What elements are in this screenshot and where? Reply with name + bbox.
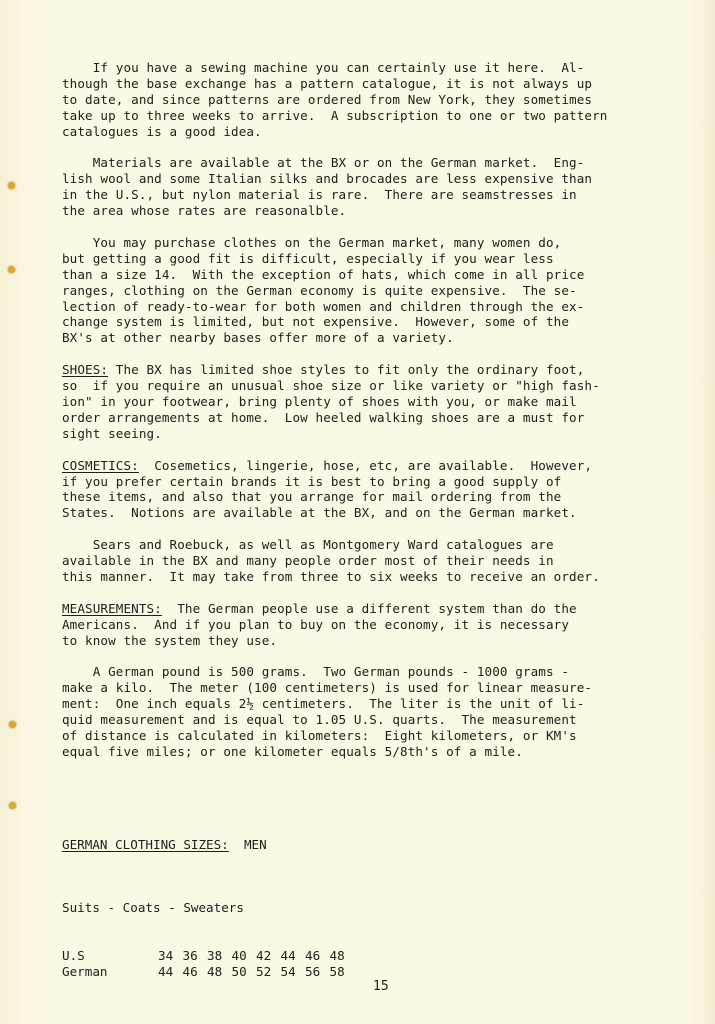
text-line: of distance is calculated in kilometers: Eight kilometers, or KM's (62, 727, 577, 743)
text-line: ranges, clothing on the German economy is quite expensive. The se- (62, 282, 577, 298)
page-number: 15 (373, 979, 389, 994)
size-value: 46 (305, 948, 321, 964)
text-line: ment: One inch equals 2½ centimeters. The liter is the unit of li- (62, 696, 585, 712)
text-line (62, 362, 680, 378)
text-line-content: Cosemetics, lingerie, hose, etc, are available. However, (138, 457, 593, 473)
binder-hole-mark (9, 802, 16, 809)
size-value: 48 (329, 948, 345, 964)
size-value: 34 (158, 948, 174, 964)
paragraph (62, 155, 680, 219)
binder-hole-mark (8, 266, 15, 273)
text-line: make a kilo. The meter (100 centimeters) is used for linear measure- (62, 680, 593, 696)
size-value: 56 (305, 964, 321, 980)
text-line: If you have a sewing machine you can certainly use it here. Al- (62, 60, 585, 75)
size-value: 42 (256, 948, 272, 964)
size-value: 58 (329, 964, 345, 980)
text-line: equal five miles; or one kilometer equals 5/8th's of a mile. (62, 743, 523, 759)
text-line: but getting a good fit is difficult, especially if you wear less (62, 250, 554, 266)
sizes-heading-suffix: MEN (228, 836, 267, 852)
section-heading: COSMETICS: (62, 457, 139, 473)
sizes-heading: GERMAN CLOTHING SIZES: (62, 836, 229, 852)
text-line: ion" in your footwear, bring plenty of shoes with you, or make mail (62, 393, 577, 409)
text-line: than a size 14. With the exception of hats, which come in all price (62, 266, 585, 282)
size-value: 44 (280, 948, 296, 964)
paragraph (62, 60, 680, 140)
sizes-heading-row (62, 837, 354, 853)
text-line: Americans. And if you plan to buy on the economy, it is necessary (62, 616, 570, 632)
text-line: these items, and also that you arrange for mail ordering from the (62, 489, 562, 505)
size-row (62, 948, 354, 964)
text-line: this manner. It may take from three to six weeks to receive an order. (62, 568, 600, 584)
text-line: quid measurement and is equal to 1.05 U.S. quarts. The measurement (62, 712, 577, 728)
size-rows (62, 948, 354, 980)
text-line: change system is limited, but not expensive. However, some of the (62, 314, 570, 330)
size-row-label: German (62, 964, 108, 980)
size-value: 44 (158, 964, 174, 980)
size-row-label: U.S (62, 948, 85, 964)
text-line: You may purchase clothes on the German market, many women do, (62, 234, 562, 250)
text-line: so if you require an unusual shoe size or like variety or "high fash- (62, 378, 600, 394)
text-line: in the U.S., but nylon material is rare. There are seamstresses in (62, 187, 577, 203)
size-row (62, 964, 354, 980)
clothing-size-table (62, 805, 354, 1012)
text-line: available in the BX and many people order most of their needs in (62, 553, 554, 569)
text-line: if you prefer certain brands it is best to bring a good supply of (62, 473, 562, 489)
binder-hole-mark (9, 721, 16, 728)
text-line: take up to three weeks to arrive. A subscription to one or two pattern (62, 107, 608, 123)
text-line-content: The BX has limited shoe styles to fit only the ordinary foot, (108, 362, 585, 378)
sizes-subheading (62, 900, 354, 916)
text-line: States. Notions are available at the BX, and on the German market. (62, 505, 577, 521)
text-line: catalogues is a good idea. (62, 123, 262, 139)
paragraph (62, 601, 680, 649)
binder-hole-mark (8, 182, 15, 189)
section-heading: SHOES: (62, 362, 109, 378)
text-line: BX's at other nearby bases offer more of a variety. (62, 330, 454, 346)
sizes-subheading-text: Suits - Coats - Sweaters (62, 900, 244, 916)
text-line: A German pound is 500 grams. Two German pounds - 1000 grams - (62, 664, 570, 680)
paragraph (62, 458, 680, 522)
size-value: 48 (207, 964, 223, 980)
text-line: lish wool and some Italian silks and brocades are less expensive than (62, 171, 593, 187)
section-heading: MEASUREMENTS: (62, 600, 162, 616)
text-line: lection of ready-to-wear for both women and children through the ex- (62, 298, 585, 314)
paragraph (62, 664, 680, 759)
text-line: to know the system they use. (62, 632, 278, 648)
body-text (62, 60, 680, 776)
text-line: the area whose rates are reasonalble. (62, 203, 347, 219)
size-value: 50 (231, 964, 247, 980)
size-value: 46 (182, 964, 198, 980)
text-line: though the base exchange has a pattern catalogue, it is not always up (62, 75, 593, 91)
paragraph (62, 235, 680, 346)
text-line: sight seeing. (62, 425, 162, 441)
paragraph (62, 537, 680, 585)
size-value: 40 (231, 948, 247, 964)
text-line (62, 601, 680, 617)
text-line: Materials are available at the BX or on the German market. Eng- (62, 155, 585, 171)
paragraph (62, 362, 680, 442)
size-value: 54 (280, 964, 296, 980)
text-line: order arrangements at home. Low heeled walking shoes are a must for (62, 409, 585, 425)
text-line (62, 458, 680, 474)
text-line: Sears and Roebuck, as well as Montgomery Ward catalogues are (62, 537, 554, 553)
text-line-content: The German people use a different system than do the (161, 600, 577, 616)
text-line: to date, and since patterns are ordered from New York, they sometimes (62, 91, 593, 107)
size-value: 38 (207, 948, 223, 964)
size-value: 52 (256, 964, 272, 980)
size-value: 36 (182, 948, 198, 964)
